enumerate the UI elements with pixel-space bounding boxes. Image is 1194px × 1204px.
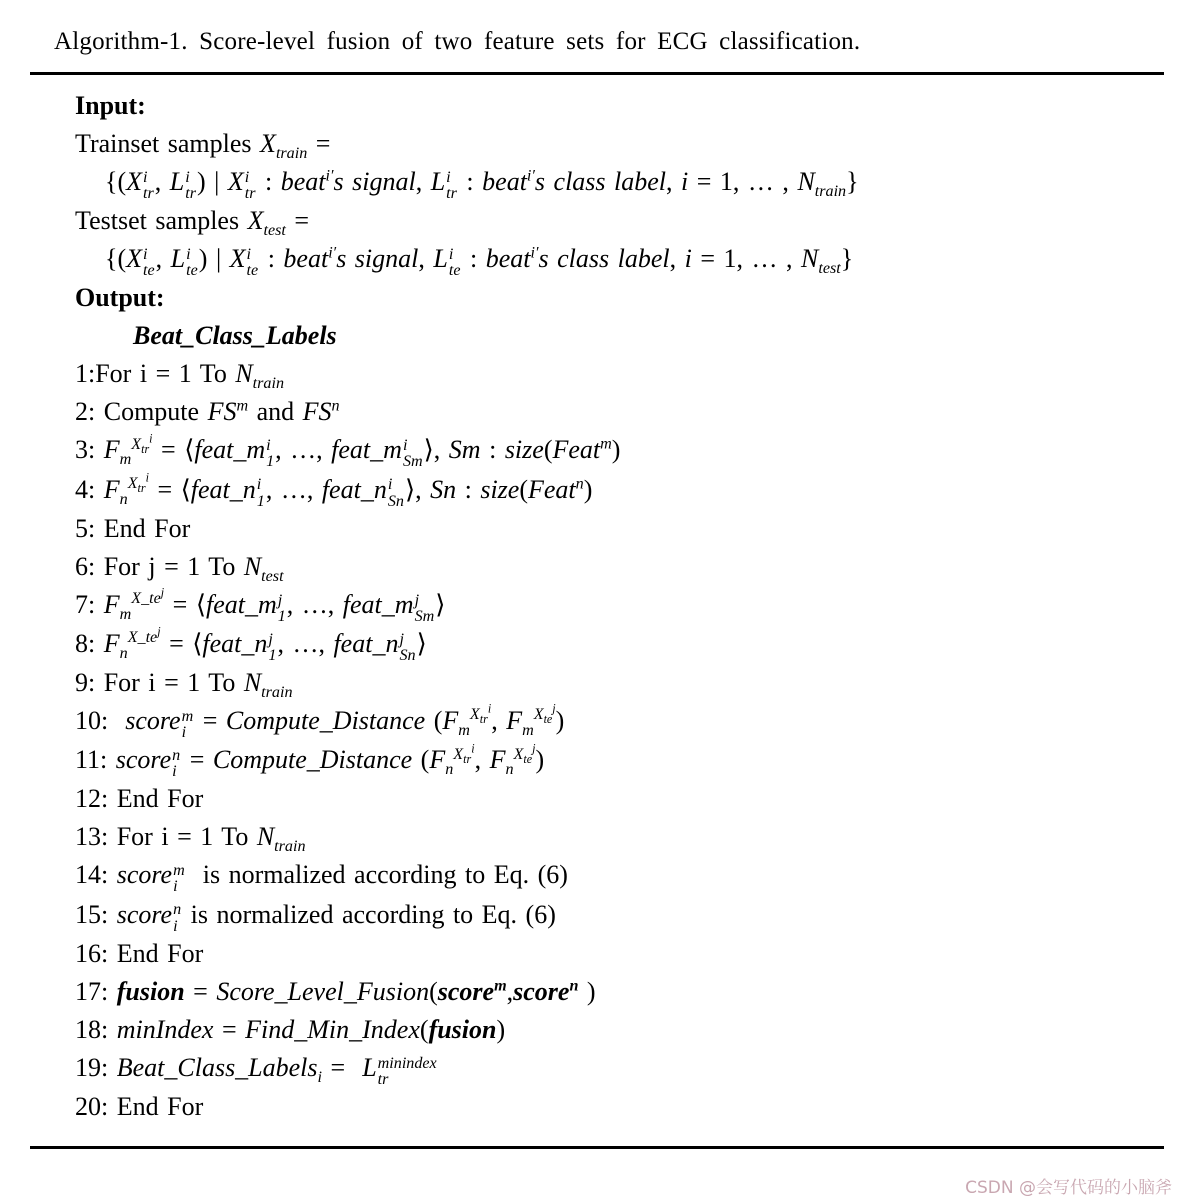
algorithm-line: 15: score n i is normalized according to Eq. (6): [75, 899, 556, 935]
algorithm-line: 12: End For: [75, 784, 204, 814]
algorithm-line: Input:: [75, 91, 146, 120]
algorithm-line: Beat_Class_Labels: [133, 321, 337, 351]
algorithm-line: 4: $F_n^{X_{tr}^i}$ = ⟨feat_n i 1 , …, feat_n i Sn ⟩, Sn : size(Feat$^n$): [75, 470, 593, 510]
algorithm-line: 16: End For: [75, 938, 204, 968]
algorithm-line: 20: End For: [75, 1091, 204, 1121]
algorithm-line: 11: score n i = Compute_Distance ($F_n^{X_{tr}^i}$, $F_n^{X_{te}^j}$): [75, 741, 545, 781]
algorithm-body: [30, 75, 1164, 1134]
algorithm-line: {(X i tr , L i tr ) | X i tr : beat$^{i'}$s signal, L i tr : beat$^{i'}$s class label, i = 1, … , $N_{train}$}: [105, 167, 859, 203]
algorithm-line: 19: Beat_Class_Labels$_i$ = L minindex tr: [75, 1052, 437, 1088]
algorithm-line: 1:For i = 1 To $N_{train}$: [75, 359, 285, 393]
algorithm-line: 10: score m i = Compute_Distance ($F_m^{X_{tr}^i}$, $F_m^{X_{te}^j}$): [75, 702, 565, 742]
algorithm-line: 5: End For: [75, 513, 191, 543]
algorithm-line: 14: score m i is normalized according to Eq. (6): [75, 860, 568, 896]
algorithm-line: 8: $F_n^{X\_te^j}$ = ⟨feat_n j 1 , …, feat_n j Sn ⟩: [75, 624, 427, 664]
algorithm-caption: Algorithm-1. Score-level fusion of two feature sets for ECG classification.: [54, 28, 861, 55]
algorithm-line: 2: Compute $FS^m$ and $FS^n$: [75, 397, 340, 427]
algorithm-line: Trainset samples $X_{train}$ =: [75, 129, 331, 163]
algorithm-line: 13: For i = 1 To $N_{train}$: [75, 822, 306, 856]
watermark: CSDN @会写代码的小脑斧: [965, 1178, 1172, 1198]
algorithm-line: 6: For j = 1 To $N_{test}$: [75, 551, 284, 585]
algorithm-line: 18: minIndex = Find_Min_Index(fusion): [75, 1014, 506, 1044]
bottom-rule: [30, 1146, 1164, 1149]
algorithm-line: {(X i te , L i te ) | X i te : beat$^{i'}$s signal, L i te : beat$^{i'}$s class label, i = 1, … , $N_{test}$}: [105, 244, 854, 280]
algorithm-line: 7: $F_m^{X\_te^j}$ = ⟨feat_m j 1 , …, feat_m j Sm ⟩: [75, 585, 446, 625]
algorithm-line: Testset samples $X_{test}$ =: [75, 206, 310, 240]
algorithm-line: 3: $F_m^{X_{tr}^i}$ = ⟨feat_m i 1 , …, feat_m i Sm ⟩, Sm : size(Feat$^m$): [75, 431, 621, 471]
algorithm-line: Output:: [75, 283, 165, 313]
algorithm-line: 17: fusion = Score_Level_Fusion(score$^m$,score$^n$ ): [75, 976, 596, 1006]
algorithm-line: 9: For i = 1 To $N_{train}$: [75, 668, 293, 702]
